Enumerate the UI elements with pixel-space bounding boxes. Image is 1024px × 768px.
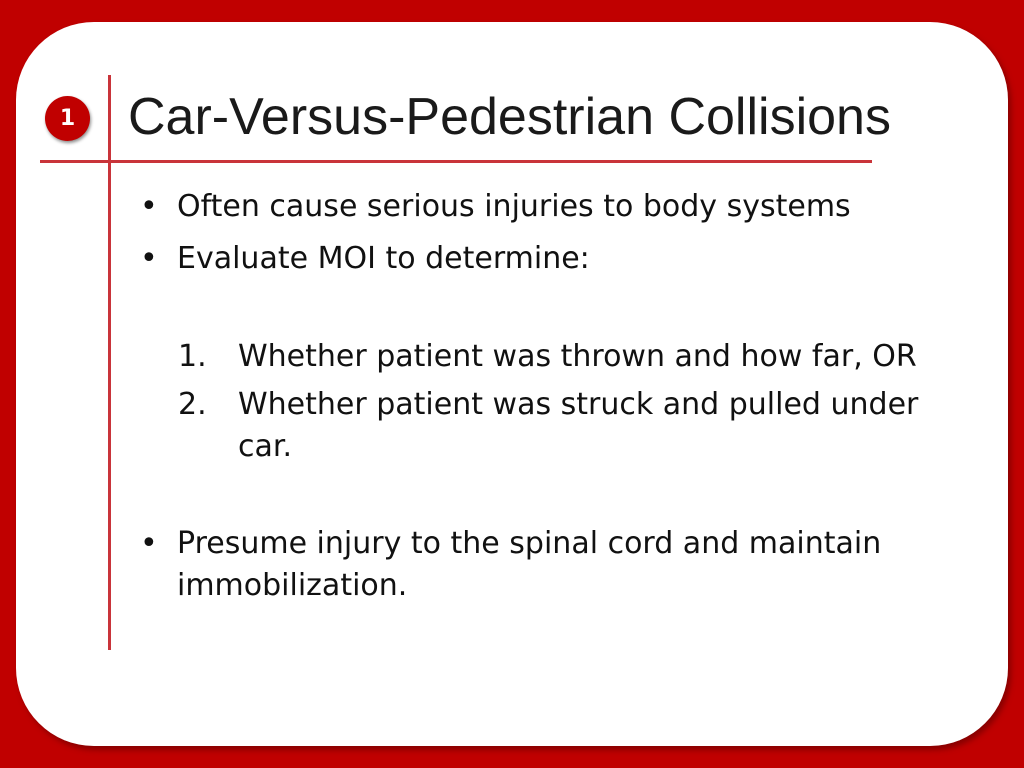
- item-text: Whether patient was thrown and how far, OR: [238, 339, 917, 374]
- horizontal-divider: [40, 160, 872, 163]
- item-number: 2.: [178, 387, 207, 422]
- bullet-text: Presume injury to the spinal cord and maintain immobilization.: [177, 526, 882, 603]
- bullet-text: Often cause serious injuries to body systems: [177, 189, 851, 224]
- slide-title: Car-Versus-Pedestrian Collisions: [128, 88, 891, 146]
- bullet-item: [140, 186, 980, 228]
- bullet-marker: •: [140, 241, 158, 276]
- bullet-item: [140, 238, 980, 280]
- bullet-item: [140, 523, 980, 607]
- numbered-item: [140, 384, 980, 468]
- bullet-marker: •: [140, 189, 158, 224]
- numbered-item: [140, 336, 980, 378]
- item-text: Whether patient was struck and pulled under car.: [238, 387, 919, 464]
- numbered-sublist: [140, 336, 980, 474]
- bullet-list: [140, 186, 980, 290]
- bullet-marker: •: [140, 526, 158, 561]
- item-number: 1.: [178, 339, 207, 374]
- bullet-text: Evaluate MOI to determine:: [177, 241, 590, 276]
- slide-number-badge: 1: [45, 96, 90, 141]
- bullet-list-continued: [140, 523, 980, 617]
